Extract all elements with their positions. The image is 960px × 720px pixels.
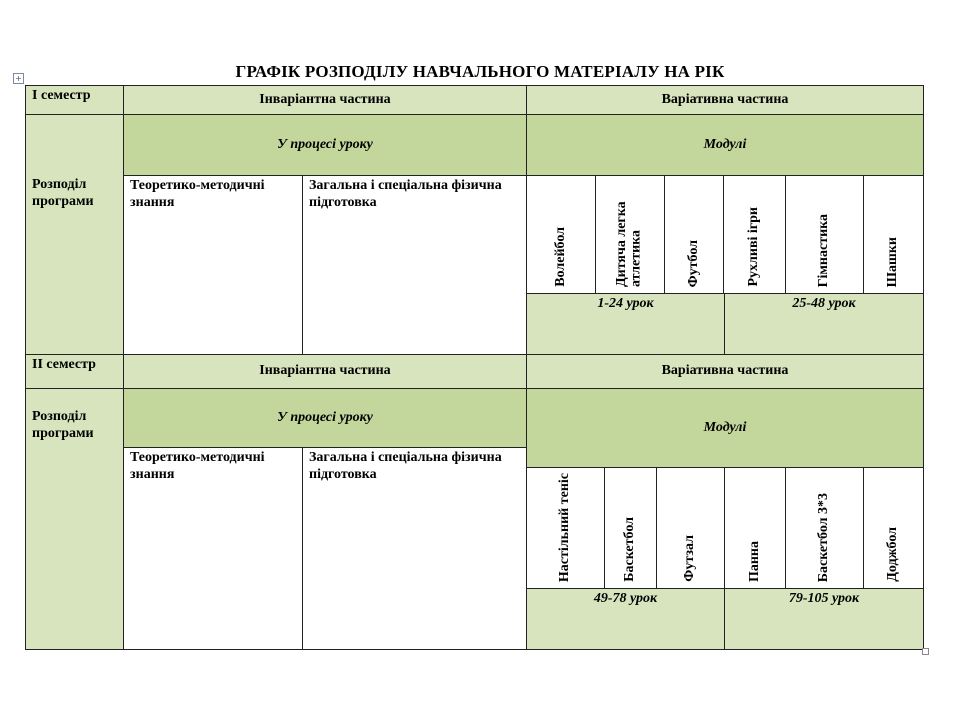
semester1-module-checkers: [863, 175, 924, 294]
semester1-module-volleyball: [526, 175, 596, 294]
semester1-theory-cell: Теоретико-методичні знання: [123, 175, 303, 355]
semester1-variative-header: Варіативна частина: [526, 85, 924, 115]
semester1-physical-cell: Загальна і спеціальна фізична підготовка: [302, 175, 527, 355]
module-label: Волейбол: [552, 227, 568, 287]
semester2-distribution-label: Розподіл програми: [25, 388, 124, 650]
semester2-range-1: 49-78 урок: [526, 588, 725, 650]
semester1-range-2: 25-48 урок: [724, 293, 924, 355]
module-label: Футбол: [685, 239, 701, 287]
semester2-variative-header: Варіативна частина: [526, 354, 924, 389]
semester2-theory-cell: Теоретико-методичні знання: [123, 447, 303, 650]
semester1-range-1: 1-24 урок: [526, 293, 725, 355]
page-title: ГРАФІК РОЗПОДІЛУ НАВЧАЛЬНОГО МАТЕРІАЛУ НА РІК: [235, 62, 725, 81]
semester2-module-panna: [724, 467, 786, 589]
semester2-in-lesson: У процесі уроку: [123, 388, 527, 448]
module-label: Гімнастика: [816, 213, 832, 287]
module-label: Настільний теніс: [557, 472, 573, 582]
semester1-in-lesson: У процесі уроку: [123, 114, 527, 176]
semester2-physical-cell: Загальна і спеціальна фізична підготовка: [302, 447, 527, 650]
semester1-module-gymnastics: [785, 175, 864, 294]
module-label: Доджбол: [885, 527, 901, 582]
semester2-range-2: 79-105 урок: [724, 588, 924, 650]
semester1-module-football: [664, 175, 724, 294]
module-label: Баскетбол 3*3: [816, 492, 832, 582]
semester2-invariant-header: Інваріантна частина: [123, 354, 527, 389]
semester2-label: ІІ семестр: [25, 354, 124, 389]
semester1-module-games: [723, 175, 786, 294]
semester2-module-basketball: [604, 467, 657, 589]
semester1-modules-header: Модулі: [526, 114, 924, 176]
semester2-module-basketball-3x3: [785, 467, 864, 589]
module-label: Панна: [746, 540, 762, 582]
semester1-module-athletics: [595, 175, 665, 294]
semester2-modules-header: Модулі: [526, 388, 924, 468]
module-label: Шашки: [885, 236, 901, 287]
module-label: Рухливі ігри: [746, 207, 762, 287]
module-label: Баскетбол: [622, 517, 638, 582]
semester1-label: І семестр: [25, 85, 124, 115]
semester2-module-table-tennis: [526, 467, 605, 589]
module-label: Футзал: [682, 535, 698, 582]
semester2-module-dodgeball: [863, 467, 924, 589]
table-move-handle-icon[interactable]: +: [13, 73, 24, 84]
semester1-invariant-header: Інваріантна частина: [123, 85, 527, 115]
semester1-distribution-label: Розподіл програми: [25, 114, 124, 355]
module-label: Дитяча легка атлетика: [614, 201, 644, 287]
table-resize-handle-icon[interactable]: [922, 648, 929, 655]
semester2-module-futsal: [656, 467, 725, 589]
